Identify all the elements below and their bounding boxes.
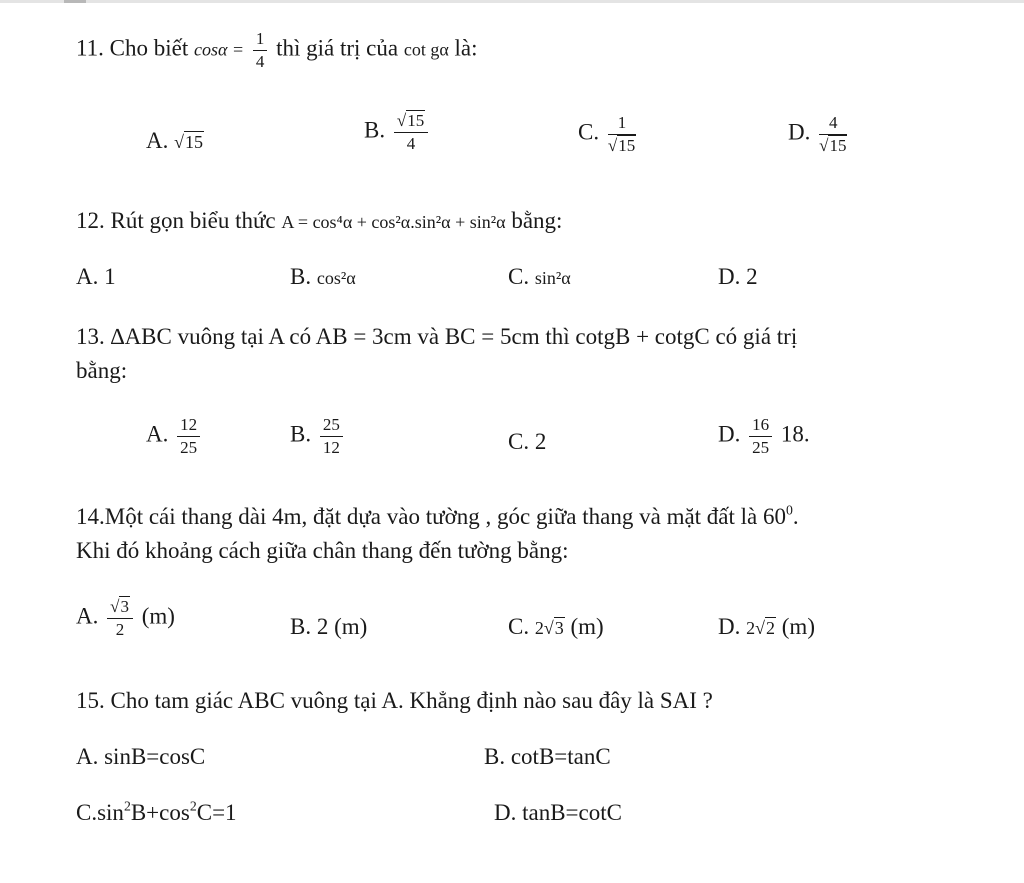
- q11-c-fraction: $\frac{1}{√15}$: [607, 113, 636, 155]
- question-13-line-1: 13. ∆ABC vuông tại A có AB = 3cm và BC = 5cm thì cotgB + cotgC có giá trị: [76, 324, 798, 349]
- question-14-line-1: 14.Một cái thang dài 4m, đặt dựa vào tường , góc giữa thang và mặt đất là $60^0$.: [76, 502, 799, 529]
- q12-option-d[interactable]: D. 2: [718, 264, 758, 289]
- q12-prefix: 12. Rút gọn biểu thức: [76, 208, 276, 233]
- question-15: 15. Cho tam giác ABC vuông tại A. Khẳng định nào sau đây là SAI ?: [76, 688, 713, 713]
- q13-option-d[interactable]: D. $\frac{16}{25}$ 18.: [718, 415, 810, 457]
- q11-option-c[interactable]: C. $\frac{1}{√15}$: [578, 113, 636, 155]
- q13-option-b[interactable]: B. $\frac{25}{12}$: [290, 416, 346, 457]
- q15-option-a[interactable]: A. sinB=cosC: [76, 744, 206, 769]
- q13-b-fraction: $\frac{25}{12}$: [320, 416, 343, 457]
- question-13-line-2: bằng:: [76, 358, 128, 383]
- q11-d-fraction: $\frac{4}{√15}$: [819, 113, 847, 155]
- q12-option-c[interactable]: C. sin²α: [508, 264, 571, 289]
- q11-b-fraction: $\frac{√15}{4}$: [394, 112, 428, 153]
- sqrt-symbol: √15: [174, 132, 204, 152]
- top-border-mark: [64, 0, 86, 3]
- q13-a-fraction: $\frac{12}{25}$: [177, 416, 200, 457]
- q14-option-c[interactable]: C. 2√3 (m): [508, 614, 604, 639]
- q14-option-b[interactable]: B. 2 (m): [290, 614, 368, 639]
- question-14-line-2: Khi đó khoảng cách giữa chân thang đến tường bằng:: [76, 538, 569, 563]
- q11-option-d[interactable]: D. $\frac{4}{√15}$: [788, 113, 847, 155]
- q12-option-a[interactable]: A. 1: [76, 264, 116, 289]
- q11-middle: thì giá trị của: [276, 35, 399, 61]
- q13-option-c[interactable]: C. 2: [508, 429, 547, 454]
- q12-expression: A = cos⁴α + cos²α.sin²α + sin²α: [281, 212, 506, 232]
- q11-frac-den: 4: [255, 51, 265, 71]
- q11-frac-num: 1: [253, 30, 268, 51]
- question-12: [76, 208, 562, 234]
- q14-a-fraction: $\frac{√3}{2}$: [107, 598, 133, 639]
- q15-option-c[interactable]: $C.\sin^2B+\cos^2C=1$: [76, 798, 237, 825]
- q15-option-d[interactable]: D. tanB=cotC: [494, 800, 622, 825]
- q14-option-d[interactable]: D. 2√2 (m): [718, 614, 815, 639]
- q11-fraction: [253, 30, 268, 71]
- q11-suffix: là:: [454, 35, 478, 61]
- q11-option-b[interactable]: B. $\frac{√15}{4}$: [364, 112, 431, 153]
- question-11: [76, 30, 478, 71]
- q13-option-a[interactable]: A. $\frac{12}{25}$: [146, 416, 203, 457]
- q12-suffix: bằng:: [511, 208, 563, 233]
- q12-option-b[interactable]: B. cos²α: [290, 264, 356, 289]
- q15-option-b[interactable]: B. cotB=tanC: [484, 744, 611, 769]
- q11-cotg: cot gα: [403, 39, 449, 60]
- top-border: [0, 0, 1024, 3]
- q11-option-a[interactable]: A. √15: [146, 128, 204, 153]
- q11-cos-label: cosα =: [193, 39, 245, 60]
- q11-prefix: 11. Cho biết: [76, 35, 189, 61]
- q13-d-fraction: $\frac{16}{25}$: [749, 416, 772, 457]
- q14-option-a[interactable]: A. $\frac{√3}{2}$ (m): [76, 597, 175, 639]
